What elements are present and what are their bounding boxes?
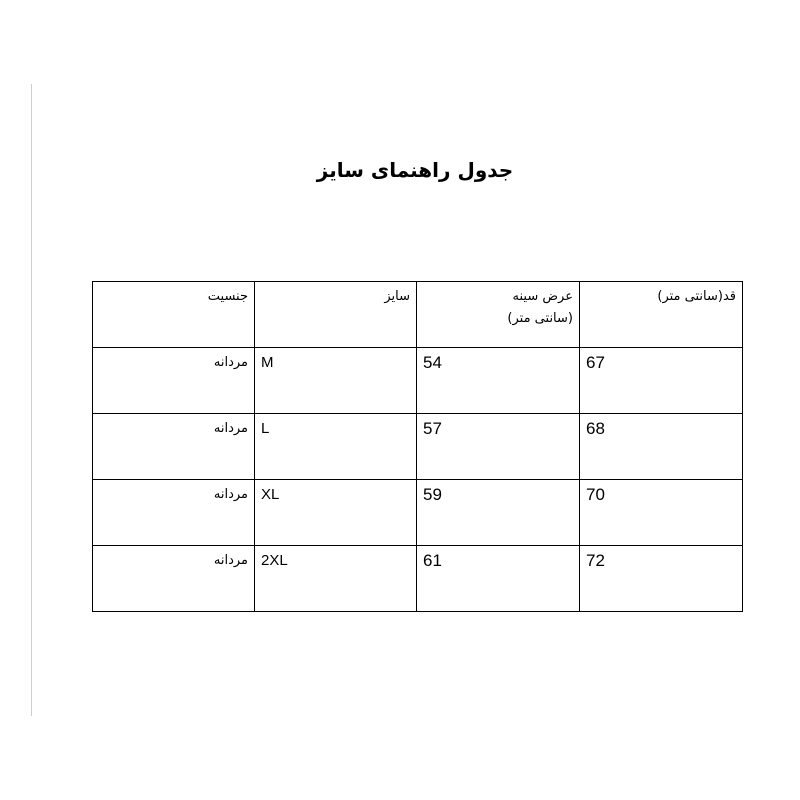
cell-size: 2XL (255, 546, 417, 612)
cell-chest-width: 59 (417, 480, 580, 546)
table-header-row (93, 282, 743, 348)
header-height: قد(سانتی متر) (580, 282, 743, 348)
cell-gender: مردانه (93, 480, 255, 546)
table-row (93, 546, 743, 612)
cell-gender: مردانه (93, 546, 255, 612)
page-title: جدول راهنمای سایز (316, 158, 514, 182)
table-row (93, 348, 743, 414)
cell-height: 68 (580, 414, 743, 480)
table-row (93, 414, 743, 480)
header-gender: جنسیت (93, 282, 255, 348)
cell-height: 70 (580, 480, 743, 546)
cell-chest-width: 61 (417, 546, 580, 612)
header-chest-width-line2: (سانتی متر) (507, 311, 573, 326)
cell-chest-width: 57 (417, 414, 580, 480)
cell-gender: مردانه (93, 414, 255, 480)
cell-size: XL (255, 480, 417, 546)
cell-height: 67 (580, 348, 743, 414)
cell-size: M (255, 348, 417, 414)
header-chest-width (417, 282, 580, 348)
cell-chest-width: 54 (417, 348, 580, 414)
header-chest-width-line1: عرض سینه (512, 289, 573, 304)
cell-height: 72 (580, 546, 743, 612)
cell-size: L (255, 414, 417, 480)
table-row (93, 480, 743, 546)
cell-gender: مردانه (93, 348, 255, 414)
header-size: سایز (255, 282, 417, 348)
size-guide-table (92, 281, 743, 612)
